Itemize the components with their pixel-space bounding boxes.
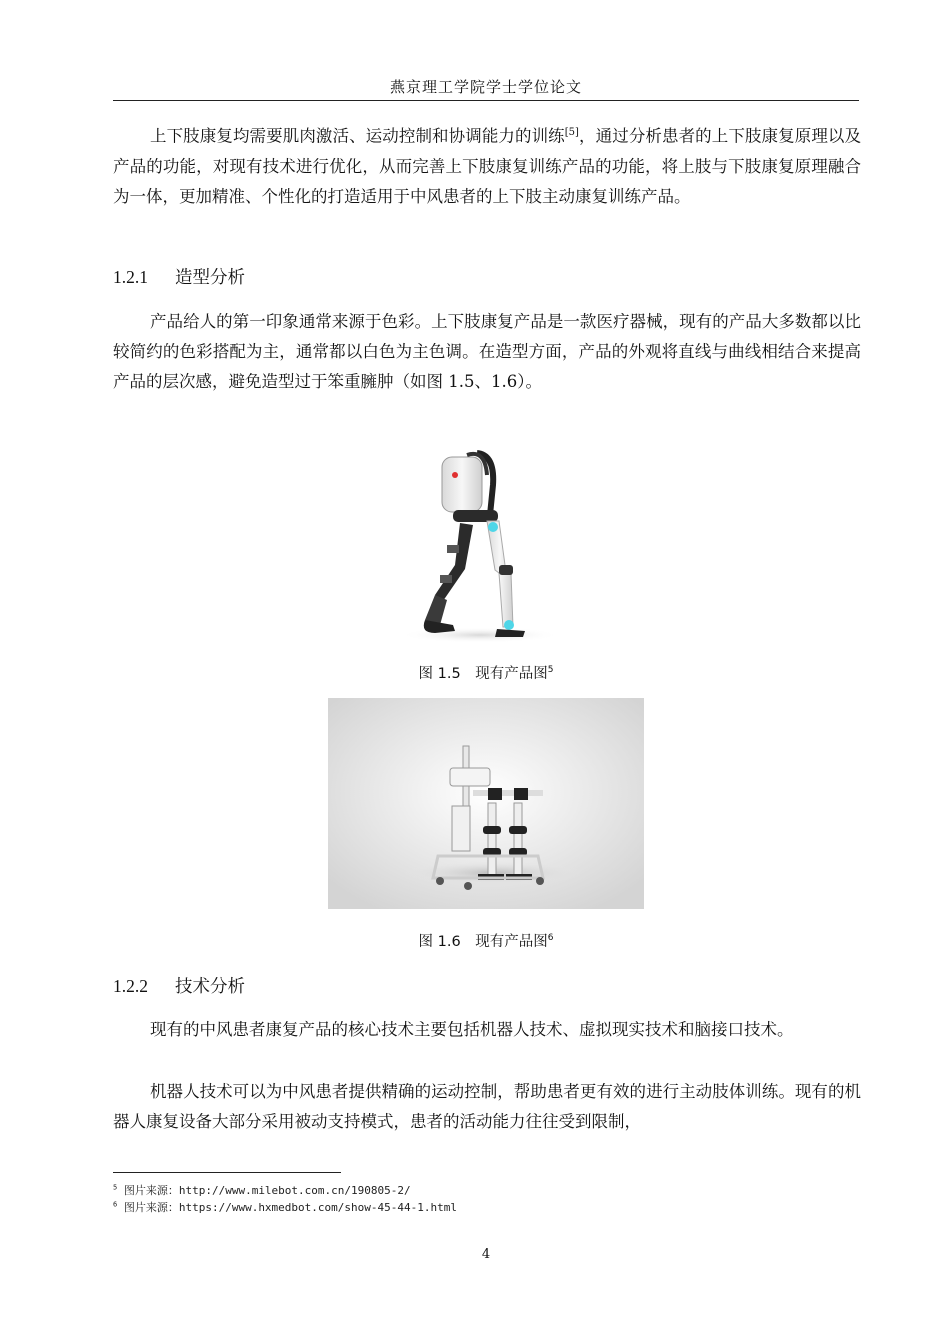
figure-1-6-rehab-frame-image — [328, 698, 644, 909]
tech-paragraph-2: 机器人技术可以为中风患者提供精确的运动控制，帮助患者更有效的进行主动肢体训练。现有的机器人康复设备大部分采用被动支持模式，患者的活动能力往往受到限制， — [113, 1082, 861, 1131]
footnote-ref[interactable]: 6 — [547, 933, 554, 944]
intro-text-a: 上下肢康复均需要肌肉激活、运动控制和协调能力的训练 — [150, 126, 565, 146]
figure-caption-text: 图 1.5 现有产品图 — [418, 666, 548, 682]
footnote-ref[interactable]: 5 — [547, 665, 554, 676]
section-title: 造型分析 — [175, 268, 245, 288]
styling-paragraph: 产品给人的第一印象通常来源于色彩。上下肢康复产品是一款医疗器械，现有的产品大多数都以比较简约的色彩搭配为主，通常都以白色为主色调。在造型方面，产品的外观将直线与曲线相结合来提高产品的层次感，避免造型过于笨重臃肿（如图 1.5、1.6）。 — [113, 312, 861, 391]
footnote-5 — [113, 1182, 411, 1198]
section-number: 1.2.2 — [113, 976, 148, 996]
footnote-mark: 6 — [113, 1200, 118, 1209]
figure-1-5-exoskeleton-image — [395, 445, 560, 645]
footnote-rule — [113, 1172, 341, 1173]
section-number: 1.2.1 — [113, 267, 148, 287]
page-number: 4 — [481, 1247, 491, 1262]
figure-caption-text: 图 1.6 现有产品图 — [418, 934, 548, 950]
page-header: 燕京理工学院学士学位论文 — [389, 78, 582, 96]
header-rule — [113, 100, 859, 101]
citation-ref[interactable]: [5] — [564, 127, 579, 138]
section-heading-1-2-2 — [113, 973, 245, 998]
footnote-text[interactable]: 图片来源：https://www.hxmedbot.com/show-45-44-1.html — [123, 1201, 457, 1214]
tech-paragraph-1: 现有的中风患者康复产品的核心技术主要包括机器人技术、虚拟现实技术和脑接口技术。 — [150, 1020, 794, 1039]
intro-text-b: ，通过分析患者的上下肢康复原理以及产品的功能，对现有技术进行优化，从而完善上下肢康复训练产品的功能，将上肢与下肢康复原理融合为一体，更加精准、个性化的打造适用于中风患者的上下肢主动康复训练产品。 — [113, 126, 862, 206]
figure-1-5-caption — [113, 662, 859, 683]
footnote-text[interactable]: 图片来源：http://www.milebot.com.cn/190805-2/ — [123, 1184, 411, 1197]
intro-paragraph — [113, 118, 861, 212]
figure-1-6-caption — [113, 930, 859, 951]
footnote-mark: 5 — [113, 1183, 118, 1192]
section-title: 技术分析 — [175, 977, 245, 997]
section-heading-1-2-1 — [113, 264, 245, 289]
footnote-6 — [113, 1199, 457, 1215]
